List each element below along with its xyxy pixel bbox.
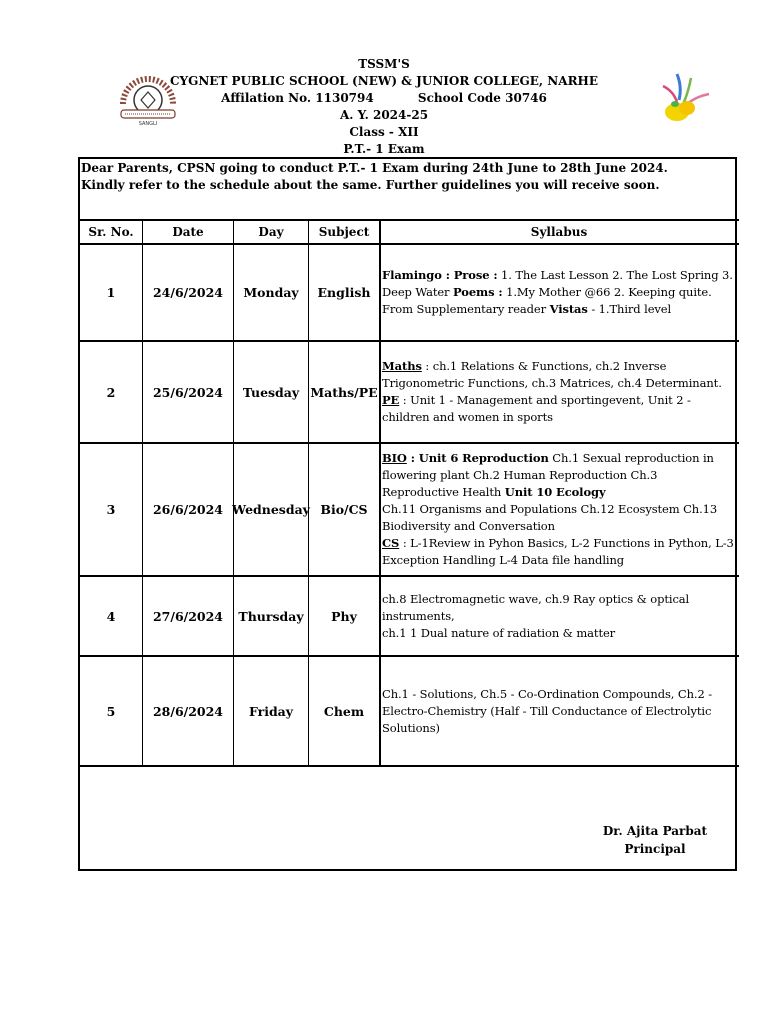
row-5-sr: 5 bbox=[106, 703, 116, 719]
row-4-syllabus: ch.8 Electromagnetic wave, ch.9 Ray optics & optical instruments, ch.1 1 Dual nature of radiation & matter bbox=[382, 591, 690, 640]
header-sr-no: Sr. No. bbox=[88, 225, 134, 239]
row-1-syllabus: Flamingo : Prose : 1. The Last Lesson 2. The Lost Spring 3. Deep Water Poems : 1.My Mother @66 2. Keeping quite. From Supplementary reader Vistas - 1.Third level bbox=[382, 267, 733, 316]
school-code: School Code 30746 bbox=[417, 91, 547, 105]
row-1-subject: English bbox=[317, 284, 371, 300]
row-4-subject: Phy bbox=[331, 608, 357, 624]
cygnet-flower-logo bbox=[655, 70, 715, 126]
row-2-subject: Maths/PE bbox=[310, 384, 378, 400]
intro-line-2: Kindly refer to the schedule about the same. Further guidelines you will receive soon. bbox=[81, 178, 660, 192]
row-2-date: 25/6/2024 bbox=[152, 384, 223, 400]
row-3-day: Wednesday bbox=[232, 502, 310, 517]
academic-year: A. Y. 2024-25 bbox=[339, 108, 429, 122]
row-2-day: Tuesday bbox=[242, 384, 300, 400]
row-4-sr: 4 bbox=[106, 608, 116, 624]
class-name: Class - XII bbox=[349, 125, 419, 139]
school-emblem-logo bbox=[113, 70, 183, 126]
row-5-subject: Chem bbox=[323, 703, 365, 719]
row-2-sr: 2 bbox=[106, 384, 116, 400]
row-5-syllabus: Ch.1 - Solutions, Ch.5 - Co-Ordination Compounds, Ch.2 - Electro-Chemistry (Half - Till Conductance of Electrolytic Solutions) bbox=[382, 686, 713, 735]
header-date: Date bbox=[172, 225, 204, 239]
affiliation-number: Affilation No. 1130794 bbox=[221, 91, 374, 105]
header-day: Day bbox=[258, 225, 284, 239]
principal-name: Dr. Ajita Parbat bbox=[602, 824, 708, 838]
row-5-date: 28/6/2024 bbox=[152, 703, 223, 719]
row-3-syllabus: BIO : Unit 6 Reproduction Ch.1 Sexual reproduction in flowering plant Ch.2 Human Reproduction Ch.3 Reproductive Health Unit 10 Ecology Ch.11 Organisms and Populations Ch.12 Ecosystem Ch.13 Biodiversity and Conversation CS : L-1Review in Pyhon Basics, L-2 Functions in Python, L-3 Exception Handling L-4 Data file handling bbox=[382, 451, 734, 567]
row-3-date: 26/6/2024 bbox=[152, 502, 223, 517]
trust-name: TSSM'S bbox=[358, 57, 410, 71]
row-3-sr: 3 bbox=[106, 502, 116, 517]
header-subject: Subject bbox=[318, 225, 370, 239]
emblem-label: SANGLI bbox=[138, 121, 158, 126]
col-divider-4 bbox=[379, 220, 381, 766]
row-1-sr: 1 bbox=[106, 284, 116, 300]
header-syllabus: Syllabus bbox=[530, 225, 588, 239]
row-1-date: 24/6/2024 bbox=[152, 284, 223, 300]
row-4-date: 27/6/2024 bbox=[152, 608, 223, 624]
row-1-day: Monday bbox=[243, 284, 299, 300]
row-5-border bbox=[78, 765, 739, 767]
row-5-day: Friday bbox=[248, 703, 294, 719]
principal-signature bbox=[590, 822, 720, 858]
exam-name: P.T.- 1 Exam bbox=[343, 142, 425, 156]
row-2-syllabus: Maths : ch.1 Relations & Functions, ch.2 Inverse Trigonometric Functions, ch.3 Matrices, ch.4 Determinant. PE : Unit 1 - Management and sportingevent, Unit 2 - children and women in sports bbox=[382, 359, 722, 424]
principal-title: Principal bbox=[624, 842, 686, 856]
intro-line-1: Dear Parents, CPSN going to conduct P.T.- 1 Exam during 24th June to 28th June 2024. bbox=[81, 161, 668, 175]
school-name: CYGNET PUBLIC SCHOOL (NEW) & JUNIOR COLLEGE, NARHE bbox=[169, 74, 599, 88]
row-3-subject: Bio/CS bbox=[320, 502, 368, 517]
row-4-day: Thursday bbox=[238, 608, 304, 624]
intro-message bbox=[81, 160, 731, 194]
